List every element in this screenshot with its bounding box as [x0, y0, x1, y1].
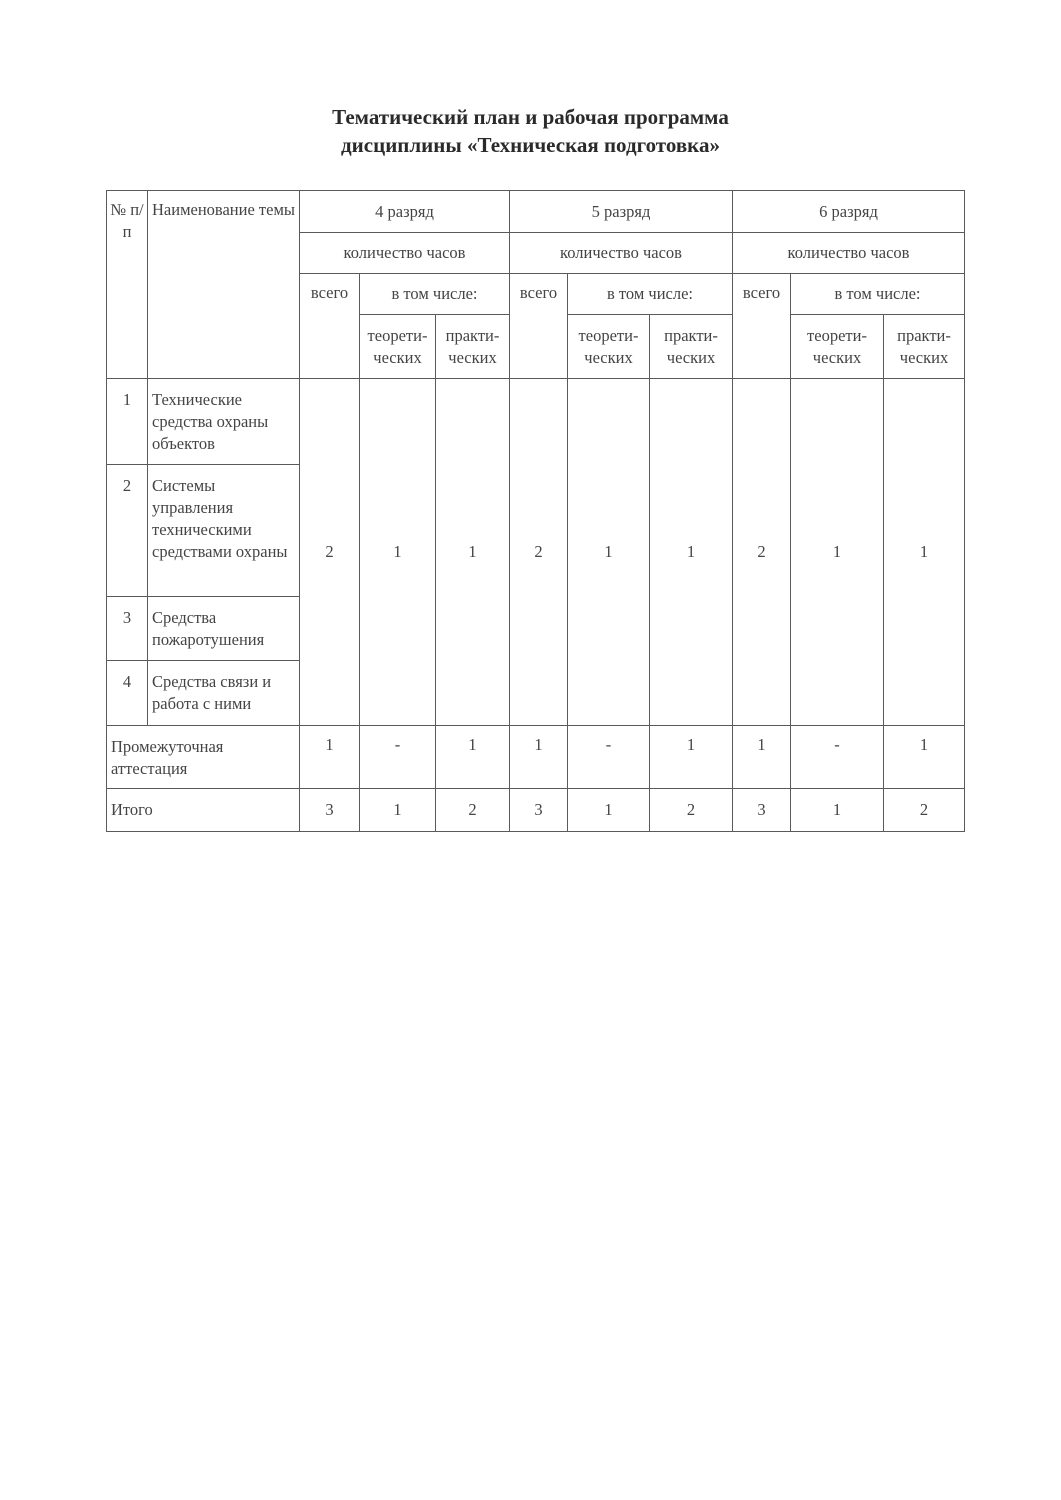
total-value: 3	[300, 789, 360, 832]
header-hours-4: количество часов	[300, 233, 510, 274]
header-theory-6: теорети-ческих	[791, 315, 884, 379]
topics-value-6-practice: 1	[884, 379, 965, 726]
header-grade-5: 5 разряд	[510, 191, 733, 233]
attestation-value: -	[360, 726, 436, 789]
header-num: № п/п	[107, 191, 148, 379]
attestation-value: 1	[510, 726, 568, 789]
total-value: 3	[510, 789, 568, 832]
header-hours-6: количество часов	[733, 233, 965, 274]
header-grade-6: 6 разряд	[733, 191, 965, 233]
thematic-plan-table	[106, 190, 965, 832]
topic-num: 2	[107, 465, 148, 597]
header-row-grades	[107, 191, 965, 233]
total-value: 1	[360, 789, 436, 832]
attestation-value: 1	[300, 726, 360, 789]
topics-value-4-total: 2	[300, 379, 360, 726]
header-including-4: в том числе:	[360, 274, 510, 315]
total-value: 3	[733, 789, 791, 832]
header-topic-name: Наименование темы	[148, 191, 300, 379]
topic-name: Средства связи и работа с ними	[148, 661, 300, 726]
attestation-value: 1	[884, 726, 965, 789]
attestation-value: -	[568, 726, 650, 789]
header-theory-5: теорети-ческих	[568, 315, 650, 379]
header-total-5: всего	[510, 274, 568, 379]
header-grade-4: 4 разряд	[300, 191, 510, 233]
topics-value-4-theory: 1	[360, 379, 436, 726]
topic-name: Системы управления техническими средствами охраны	[148, 465, 300, 597]
total-value: 1	[791, 789, 884, 832]
document-title	[0, 103, 1061, 159]
attestation-value: 1	[650, 726, 733, 789]
topic-num: 1	[107, 379, 148, 465]
total-value: 2	[650, 789, 733, 832]
attestation-value: 1	[436, 726, 510, 789]
header-theory-4: теорети-ческих	[360, 315, 436, 379]
title-line-2: дисциплины «Техническая подготовка»	[341, 133, 720, 157]
total-value: 2	[884, 789, 965, 832]
total-label: Итого	[107, 789, 300, 832]
header-including-6: в том числе:	[791, 274, 965, 315]
attestation-label: Промежуточная аттестация	[107, 726, 300, 789]
topic-name: Технические средства охраны объектов	[148, 379, 300, 465]
topic-name: Средства пожаротушения	[148, 597, 300, 661]
topics-value-5-practice: 1	[650, 379, 733, 726]
header-practice-6: практи-ческих	[884, 315, 965, 379]
table-row-topic-1	[107, 379, 965, 465]
attestation-value: 1	[733, 726, 791, 789]
title-line-1: Тематический план и рабочая программа	[332, 105, 729, 129]
topics-value-5-total: 2	[510, 379, 568, 726]
table-row-total	[107, 789, 965, 832]
header-total-4: всего	[300, 274, 360, 379]
header-practice-4: практи-ческих	[436, 315, 510, 379]
total-value: 1	[568, 789, 650, 832]
total-value: 2	[436, 789, 510, 832]
header-including-5: в том числе:	[568, 274, 733, 315]
attestation-value: -	[791, 726, 884, 789]
table-row-attestation	[107, 726, 965, 789]
topic-num: 4	[107, 661, 148, 726]
topics-value-4-practice: 1	[436, 379, 510, 726]
topic-num: 3	[107, 597, 148, 661]
topics-value-5-theory: 1	[568, 379, 650, 726]
header-total-6: всего	[733, 274, 791, 379]
topics-value-6-total: 2	[733, 379, 791, 726]
header-hours-5: количество часов	[510, 233, 733, 274]
header-practice-5: практи-ческих	[650, 315, 733, 379]
topics-value-6-theory: 1	[791, 379, 884, 726]
